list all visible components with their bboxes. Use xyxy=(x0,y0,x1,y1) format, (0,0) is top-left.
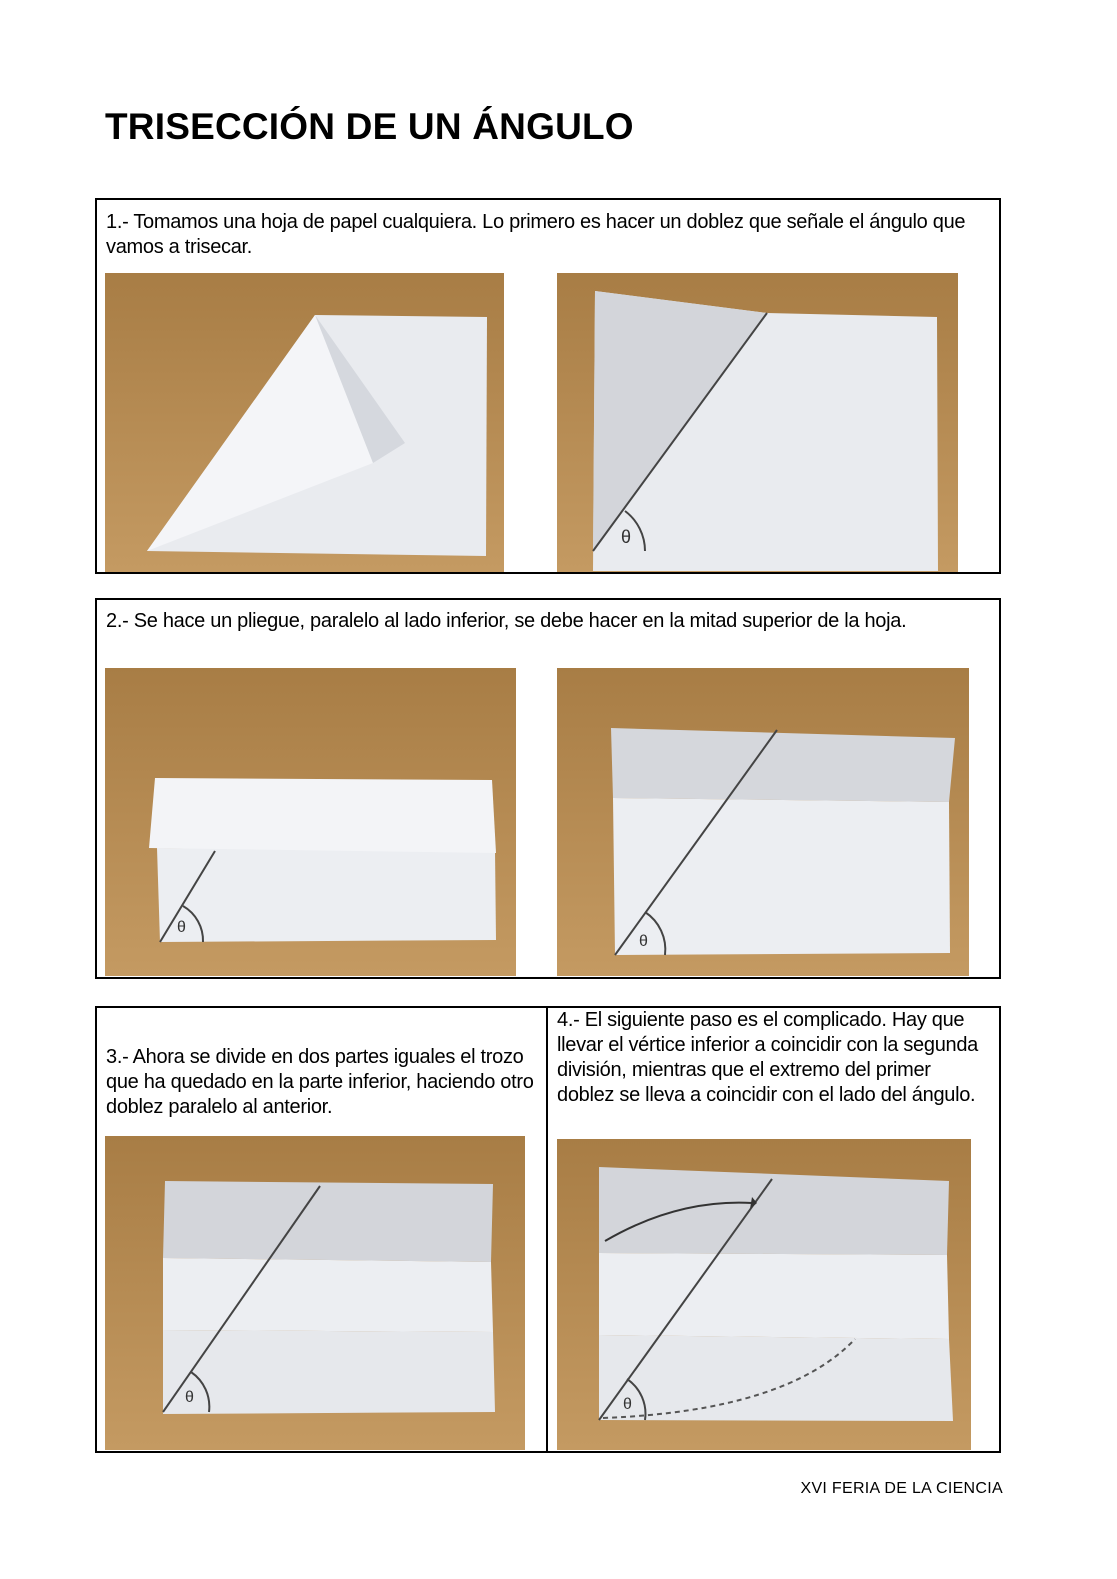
column-divider xyxy=(546,1006,548,1452)
step-3-text: 3.- Ahora se divide en dos partes iguales el trozo que ha quedado en la parte inferior, haciendo otro doblez paralelo al anterior. xyxy=(106,1046,534,1118)
step-4-photo xyxy=(557,1139,971,1450)
step-1-text: 1.- Tomamos una hoja de papel cualquiera. Lo primero es hacer un doblez que señale el ángulo que vamos a trisecar. xyxy=(106,211,966,258)
step-4-text: 4.- El siguiente paso es el complicado. Hay que llevar el vértice inferior a coincidir con la segunda división, mientras que el extremo del primer doblez se lleva a coincidir con el lado del ángulo. xyxy=(557,1009,978,1106)
step-1-photo-b xyxy=(557,273,958,572)
theta-label: θ xyxy=(621,527,632,547)
svg-text:θ: θ xyxy=(177,919,186,936)
step-2-text: 2.- Se hace un pliegue, paralelo al lado inferior, se debe hacer en la mitad superior de la hoja. xyxy=(106,610,907,632)
step-2-photo-a xyxy=(105,668,516,976)
svg-text:θ: θ xyxy=(639,933,648,950)
page-title: TRISECCIÓN DE UN ÁNGULO xyxy=(105,106,634,147)
svg-text:θ: θ xyxy=(623,1396,632,1413)
step-1-photo-a xyxy=(105,273,504,572)
footer-text: XVI FERIA DE LA CIENCIA xyxy=(800,1480,1003,1497)
svg-text:θ: θ xyxy=(185,1389,194,1406)
step-3-photo xyxy=(105,1136,525,1450)
step-2-photo-b xyxy=(557,668,969,976)
